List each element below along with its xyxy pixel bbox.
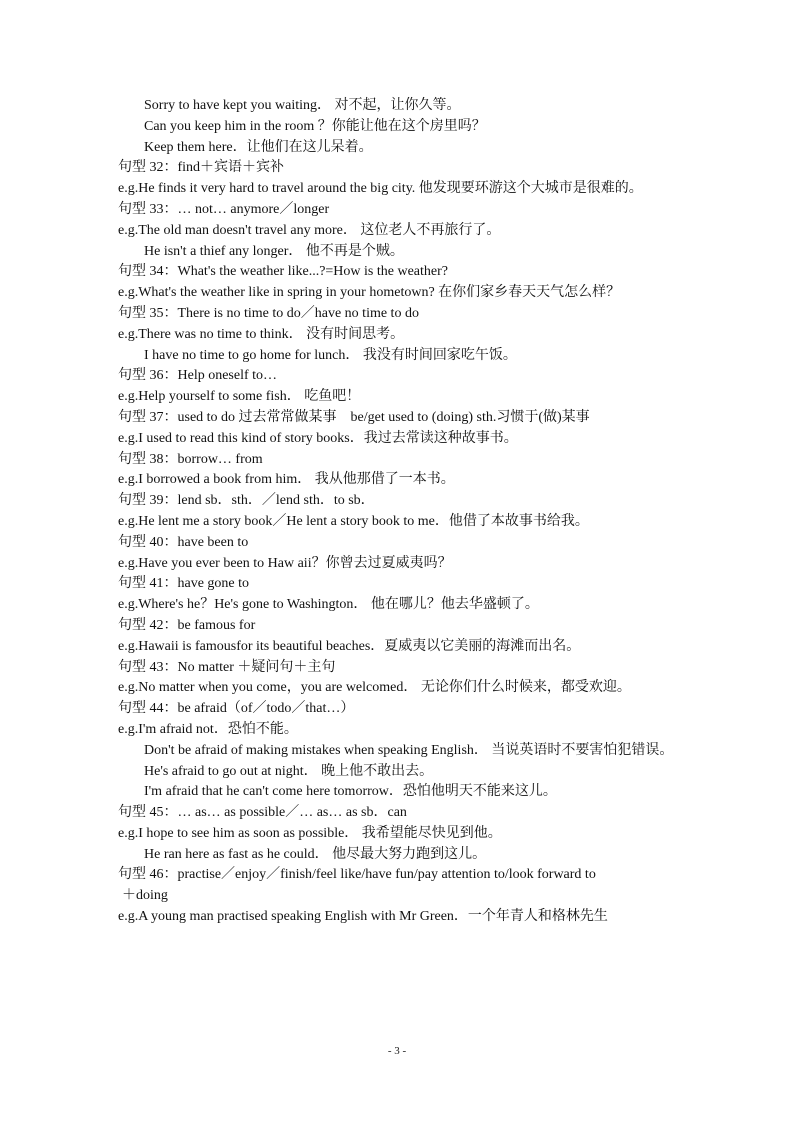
pattern-heading: 句型 37：used to do 过去常常做某事 be/get used to (doing) sth.习惯于(做)某事: [118, 409, 590, 425]
text-line: Can you keep him in the room ？你能让他在这个房里吗？: [144, 118, 486, 134]
text-line: e.g.Help yourself to some fish． 吃鱼吧！: [118, 389, 361, 405]
text-line: e.g.There was no time to think． 没有时间思考。: [118, 326, 405, 342]
pattern-heading: 句型 35：There is no time to do／have no time to do: [118, 305, 419, 321]
pattern-heading: 句型 46：practise／enjoy／finish/feel like/have fun/pay attention to/look forward to: [118, 867, 596, 883]
text-line: Sorry to have kept you waiting． 对不起，让你久等。: [144, 98, 461, 113]
pattern-heading: 句型 33：… not… anymore／longer: [118, 201, 330, 217]
pattern-heading: 句型 45：… as… as possible／… as… as sb．can: [118, 805, 407, 821]
pattern-heading: 句型 36：Help oneself to…: [118, 368, 278, 384]
text-line: Don't be afraid of making mistakes when speaking English． 当说英语时不要害怕犯错误。: [144, 742, 674, 758]
pattern-heading: 句型 44：be afraid（of／todo／that…）: [118, 701, 355, 717]
text-line: I have no time to go home for lunch． 我没有时间回家吃午饭。: [144, 347, 517, 363]
pattern-heading: 句型 42：be famous for: [118, 617, 256, 633]
text-line: He's afraid to go out at night． 晚上他不敢出去。: [144, 763, 434, 779]
pattern-heading: 句型 43：No matter ＋疑问句＋主句: [118, 659, 336, 675]
text-line: e.g.Have you ever been to Haw aii？你曾去过夏威夷吗？: [118, 555, 452, 571]
pattern-heading: 句型 38：borrow… from: [118, 451, 263, 467]
pattern-heading: 句型 41：have gone to: [118, 576, 250, 592]
text-line: e.g.Hawaii is famousfor its beautiful beaches．夏威夷以它美丽的海滩而出名。: [118, 638, 581, 654]
text-line: e.g.I'm afraid not．恐怕不能。: [118, 721, 298, 737]
page-number: - 3 -: [387, 1045, 407, 1057]
text-line: e.g.He finds it very hard to travel around the big city. 他发现要环游这个大城市是很难的。: [118, 181, 643, 197]
text-line: e.g.I hope to see him as soon as possible． 我希望能尽快见到他。: [118, 825, 502, 841]
pattern-heading: 句型 32：find＋宾语＋宾补: [118, 160, 285, 176]
text-line: He isn't a thief any longer． 他不再是个贼。: [144, 243, 404, 259]
document-page: [118, 96, 678, 928]
text-line: e.g.What's the weather like in spring in your hometown? 在你们家乡春天天气怎么样？: [118, 285, 621, 301]
text-line: e.g.He lent me a story book／He lent a story book to me．他借了本故事书给我。: [118, 513, 589, 529]
text-line: Keep them here．让他们在这儿呆着。: [144, 139, 373, 155]
text-line: He ran here as fast as he could． 他尽最大努力跑到这儿。: [144, 846, 487, 862]
text-line: e.g.The old man doesn't travel any more． 这位老人不再旅行了。: [118, 222, 501, 238]
text-line: I'm afraid that he can't come here tomorrow．恐怕他明天不能来这儿。: [144, 784, 557, 800]
pattern-heading: 句型 39：lend sb．sth．／lend sth．to sb．: [118, 493, 375, 509]
text-line: e.g.A young man practised speaking English with Mr Green．一个年青人和格林先生: [118, 909, 608, 925]
pattern-heading: 句型 34：What's the weather like...?=How is the weather?: [118, 264, 448, 280]
text-line: e.g.Where's he？He's gone to Washington． 他在哪儿？他去华盛顿了。: [118, 597, 539, 613]
text-line: ＋doing: [122, 888, 168, 904]
text-line: e.g.I used to read this kind of story books．我过去常读这种故事书。: [118, 430, 518, 446]
text-line: e.g.No matter when you come，you are welcomed． 无论你们什么时候来，都受欢迎。: [118, 680, 631, 696]
text-line: e.g.I borrowed a book from him． 我从他那借了一本书。: [118, 472, 455, 488]
pattern-heading: 句型 40：have been to: [118, 534, 249, 550]
